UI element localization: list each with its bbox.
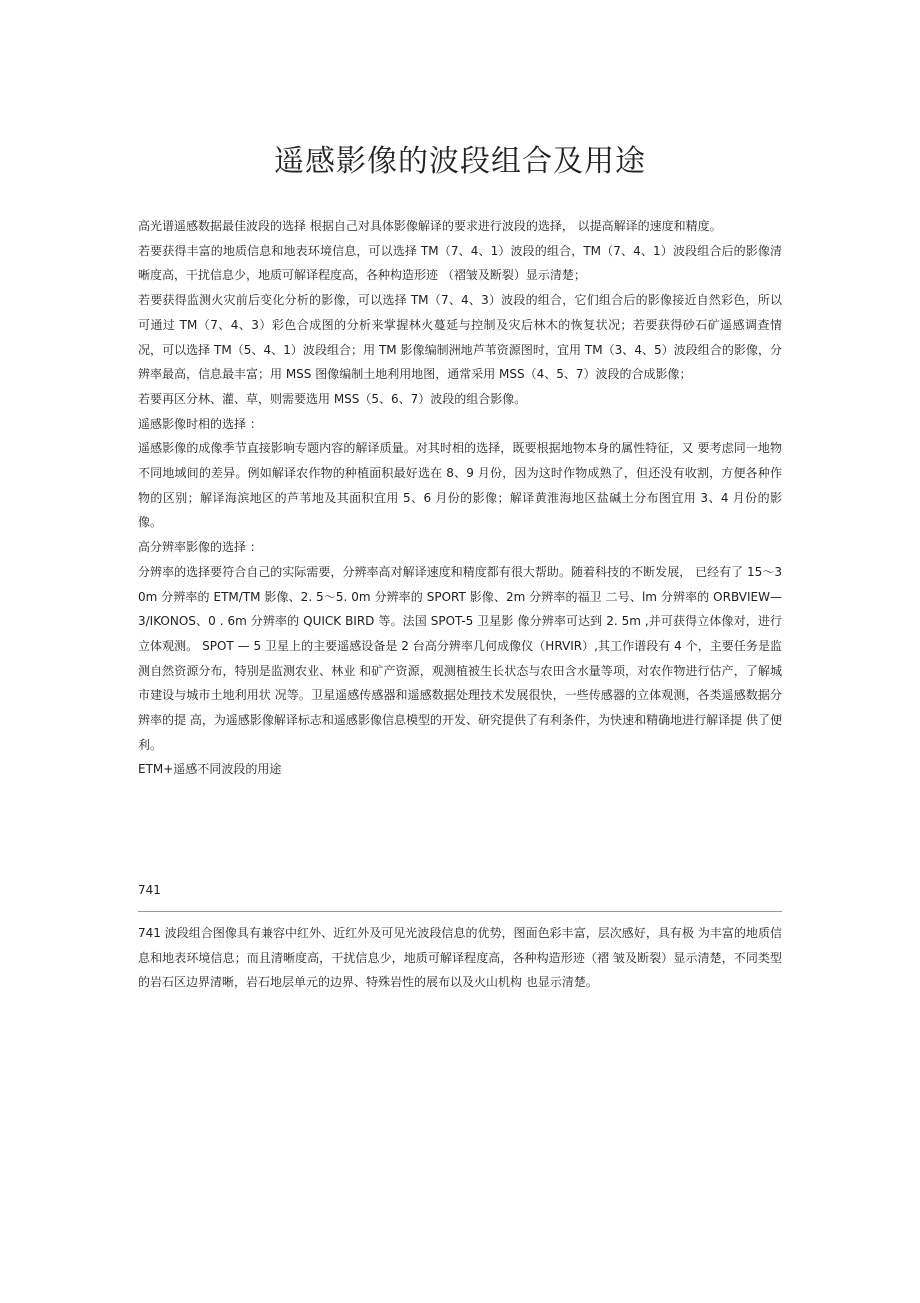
paragraph-geology: 若要获得丰富的地质信息和地表环境信息，可以选择 TM（7、4、1）波段的组合，TM（7、4、1）波段组合后的影像清晰度高，干扰信息少，地质可解译程度高，各种构造形迹 （褶皱及断裂）显示清楚； [138, 243, 782, 283]
paragraph-vegetation: 若要再区分林、灌、草，则需要选用 MSS（5、6、7）波段的组合影像。 [138, 391, 527, 406]
heading-etm-bands: ETM+遥感不同波段的用途 [138, 762, 282, 777]
paragraph-band-selection: 高光谱遥感数据最佳波段的选择 根据自己对具体影像解译的要求进行波段的选择， 以提高解译的速度和精度。 [138, 219, 722, 233]
paragraph-fire-monitoring: 若要获得监测火灾前后变化分析的影像，可以选择 TM（7、4、3）波段的组合，它们组合后的影像接近自然彩色，所以可通过 TM（7、4、3）彩色合成图的分析来掌握林火蔓延与控制及灾后林木的恢复状况；若要获得砂石矿遥感调查情况，可以选择 TM（5、4、1）波段组合；用 TM 影像编制洲地芦苇资源图时，宜用 TM（3、4、5）波段组合的影像，分辨率最高，信息最丰富；用 MSS 图像编制土地利用地图，通常采用 MSS（4、5、7）波段的合成影像； [138, 293, 782, 382]
section-text-741: 741 波段组合图像具有兼容中红外、近红外及可见光波段信息的优势，图面色彩丰富，层次感好，具有极 为丰富的地质信息和地表环境信息；而且清晰度高，干扰信息少，地质可解译程度高，各种构造形迹（褶 皱及断裂）显示清楚，不同类型的岩石区边界清晰，岩石地层单元的边界、特殊岩性的展布以及火山机构 也显示清楚。 [138, 926, 782, 990]
heading-time-phase: 遥感影像时相的选择 ： [138, 416, 262, 431]
section-label-741: 741 [138, 883, 161, 897]
paragraph-high-resolution: 分辨率的选择要符合自己的实际需要，分辨率高对解译速度和精度都有很大帮助。随着科技的不断发展， 已经有了 15～30m 分辨率的 ETM/TM 影像、2. 5～5. 0m 分辨率的 SPORT 影像、2m 分辨率的福卫 二号、lm 分辨率的 ORBVIEW—3/IKONOS、0 . 6m 分辨率的 QUICK BIRD 等。法国 SPOT-5 卫星影 像分辨率可达到 2. 5m ,并可获得立体像对，进行立体观测。 SPOT — 5 卫星上的主要遥感设备是 2 台高分辨率几何成像仪（HRVIR）,其工作谱段有 4 个，主要任务是监测自然资源分布，特别是监测农业、林业 和矿产资源，观测植被生长状态与农田含水量等项，对农作物进行估产，了解城市建设与城市土地利用状 况等。卫星遥感传感器和遥感数据处理技术发展很快，一些传感器的立体观测，各类遥感数据分辨率的提 高，为遥感影像解译标志和遥感影像信息模型的开发、研究提供了有利条件，为快速和精确地进行解译提 供了便利。 [138, 564, 782, 752]
document-body [138, 214, 782, 782]
document-title: 遥感影像的波段组合及用途 [274, 144, 646, 179]
paragraph-time-phase: 遥感影像的成像季节直接影响专题内容的解译质量。对其时相的选择，既要根据地物本身的属性特征，又 要考虑同一地物不同地域间的差异。例如解译农作物的种植面积最好选在 8、9 月份，因为这时作物成熟了，但还没有收割，方便各种作物的区别；解译海滨地区的芦苇地及其面积宜用 5、6 月份的影像；解译黄淮海地区盐碱土分布图宜用 3、4 月份的影像。 [138, 441, 782, 530]
section-divider [138, 911, 782, 912]
heading-high-resolution: 高分辨率影像的选择 ： [138, 540, 262, 555]
